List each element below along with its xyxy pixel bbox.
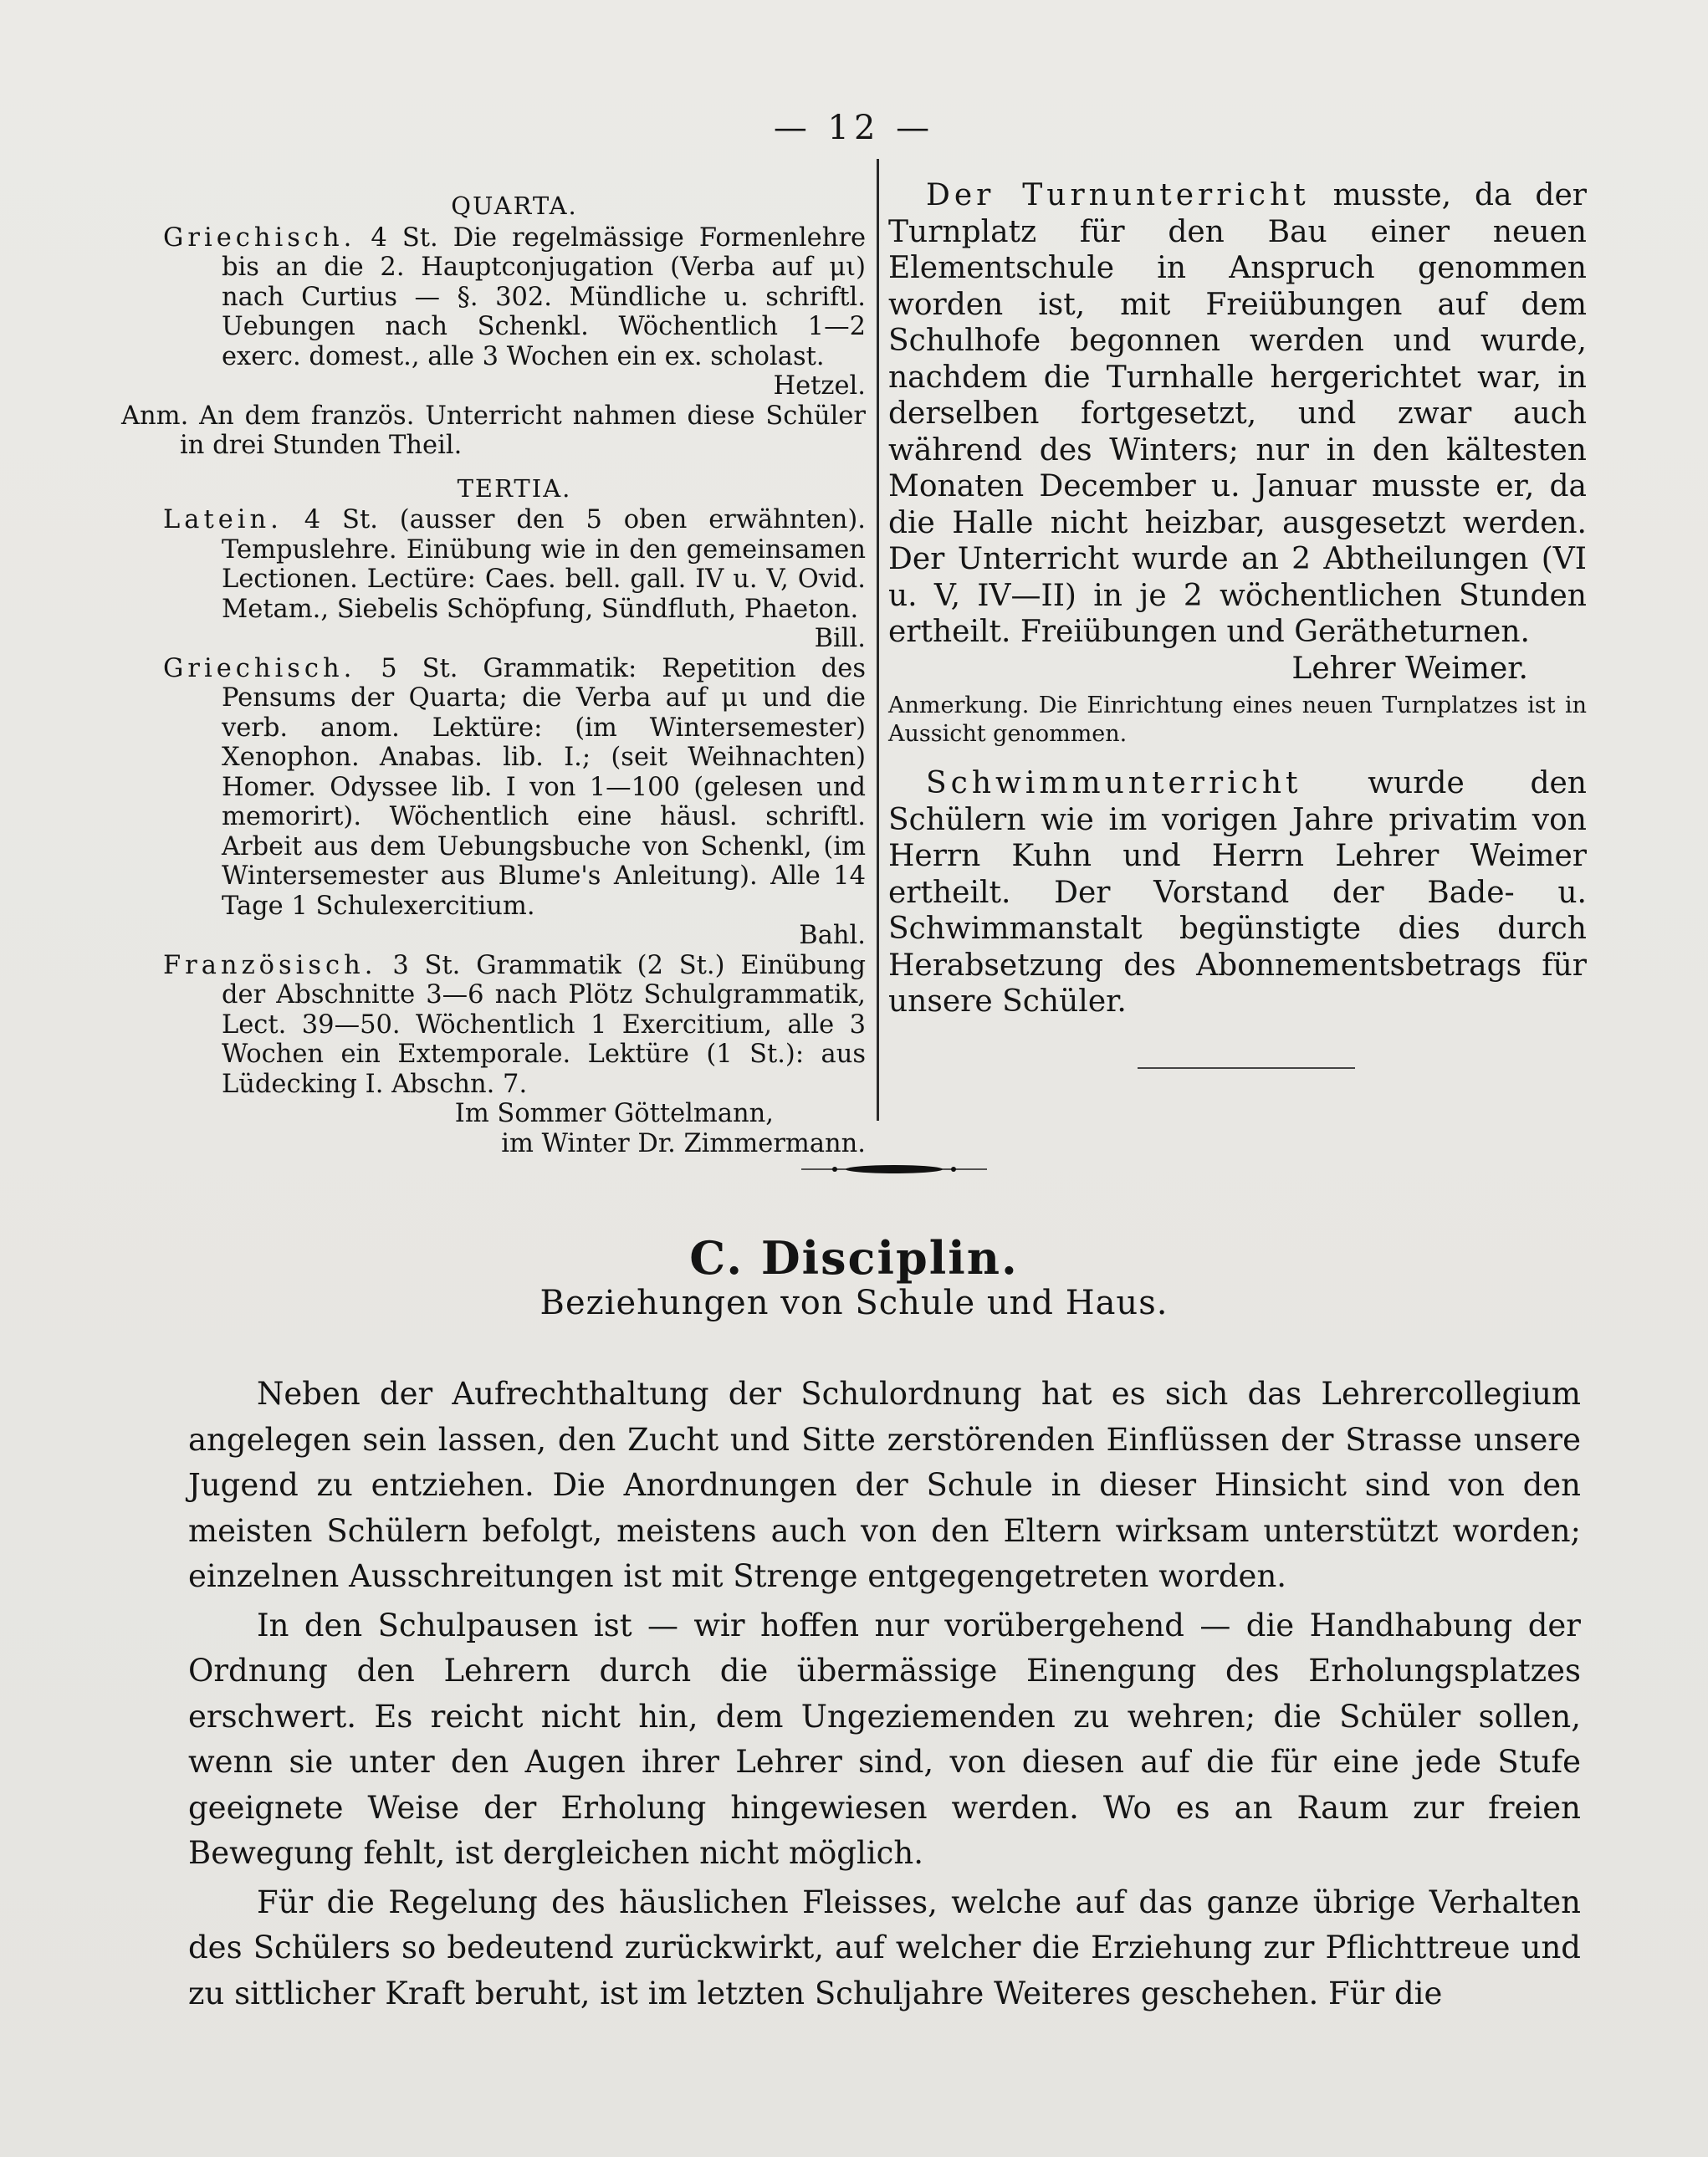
subject-label: Griechisch. bbox=[163, 222, 356, 253]
anmerkung-note bbox=[888, 692, 1587, 749]
teacher-name: im Winter Dr. Zimmermann. bbox=[501, 1128, 866, 1158]
quarta-note: Anm. An dem französ. Unterricht nahmen diese Schüler in drei Stunden Theil. bbox=[121, 401, 866, 460]
section-subtitle: Beziehungen von Schule und Haus. bbox=[540, 1284, 1168, 1322]
note-text: Die Einrichtung eines neuen Turnplatzes ist in Aussicht genommen. bbox=[888, 693, 1587, 747]
paragraph-text: musste, da der Turnplatz für den Bau einer neuen Elementschule in Anspruch genommen worden ist, mit Freiübungen auf dem Schulhofe begonnen werden und wurde, nachdem die Turnhalle hergerichtet war, in derselben fortgesetzt, und zwar auch während des Winters; nur in den kältesten Monaten December u. Januar musste er, da die Halle nicht heizbar, ausgesetzt werden. Der Unterricht wurde an 2 Abtheilungen (VI u. V, IV—II) in je 2 wöchentlichen Stunden ertheilt. Freiübungen und Gerätheturnen. bbox=[888, 178, 1587, 649]
subject-label: Griechisch. bbox=[163, 653, 356, 683]
body-paragraph: Für die Regelung des häuslichen Fleisses, welche auf das ganze übrige Verhalten des Schülers so bedeutend zurückwirkt, auf welcher die Erziehung zur Pflichttreue und zu sittlicher Kraft beruht, ist im letzten Schuljahre Weiteres geschehen. Für die bbox=[188, 1884, 1581, 2011]
note-label: Anmerkung. bbox=[888, 693, 1030, 718]
heading-quarta: QUARTA. bbox=[451, 192, 578, 220]
tertia-griechisch-entry bbox=[163, 654, 866, 951]
paragraph-lead: Schwimmunterricht bbox=[926, 766, 1302, 800]
quarta-griechisch-entry bbox=[163, 223, 866, 401]
page-number: — 12 — bbox=[773, 109, 935, 147]
heading-tertia: TERTIA. bbox=[457, 473, 572, 503]
section-end-rule bbox=[1138, 1067, 1355, 1069]
teacher-name: Hetzel. bbox=[773, 371, 866, 401]
tertia-franzoesisch-entry bbox=[163, 951, 866, 1159]
ornament-divider bbox=[801, 1164, 987, 1174]
schwimmunterricht-paragraph bbox=[888, 765, 1587, 1020]
body-paragraph: In den Schulpausen ist — wir hoffen nur vorübergehend — die Handhabung der Ordnung den Lehrern durch die übermässige Einengung des Erholungsplatzes erschwert. Es reicht nicht hin, dem Ungeziemenden zu wehren; die Schüler sollen, wenn sie unter den Augen ihrer Lehrer sind, von diesen auf die für eine jede Stufe geeignete Weise der Erholung hingewiesen werden. Wo es an Raum zur freien Bewegung fehlt, ist dergleichen nicht möglich. bbox=[188, 1607, 1581, 1871]
right-column bbox=[888, 177, 1587, 1020]
tertia-latein-entry bbox=[163, 505, 866, 654]
teacher-name: Bahl. bbox=[799, 921, 866, 950]
teacher-name: Bill. bbox=[814, 624, 866, 653]
section-title: C. Disciplin. bbox=[689, 1231, 1019, 1285]
subject-label: Französisch. bbox=[163, 950, 377, 980]
left-column bbox=[121, 188, 866, 1158]
teacher-name: Im Sommer Göttelmann, bbox=[454, 1099, 774, 1128]
paragraph-lead: Der Turnunterricht bbox=[926, 178, 1310, 212]
paragraph-text: wurde den Schülern wie im vorigen Jahre privatim von Herrn Kuhn und Herrn Lehrer Weimer ertheilt. Der Vorstand der Bade- u. Schwimmanstalt begünstigte dies durch Herabsetzung des Abonnementsbetrags für unsere Schüler. bbox=[888, 766, 1587, 1019]
turnunterricht-paragraph bbox=[888, 177, 1587, 651]
entry-text: 4 St. (ausser den 5 oben erwähnten). Tempuslehre. Einübung wie in den gemeinsamen Lectionen. Lectüre: Caes. bell. gall. IV u. V, Ovid. Metam., Siebelis Schöpfung, Sündfluth, Phaeton. bbox=[222, 505, 866, 624]
column-divider bbox=[877, 159, 879, 1121]
subject-label: Latein. bbox=[163, 505, 283, 534]
entry-text: 4 St. Die regelmässige Formenlehre bis an die 2. Hauptconjugation (Verba auf μι) nach Curtius — §. 302. Mündliche u. schriftl. Uebungen nach Schenkl. Wöchentlich 1—2 exerc. domest., alle 3 Wochen ein ex. scholast. bbox=[222, 222, 866, 371]
entry-text: 3 St. Grammatik (2 St.) Einübung der Abschnitte 3—6 nach Plötz Schulgrammatik, Lect. 39—50. Wöchentlich 1 Exercitium, alle 3 Wochen ein Extemporale. Lektüre (1 St.): aus Lüdecking I. Abschn. 7. bbox=[222, 950, 866, 1099]
body-paragraph: Neben der Aufrechthaltung der Schulordnung hat es sich das Lehrercollegium angelegen sein lassen, den Zucht und Sitte zerstörenden Einflüssen der Strasse unsere Jugend zu entziehen. Die Anordnungen der Schule in dieser Hinsicht sind von den meisten Schülern befolgt, meistens auch von den Eltern wirksam unterstützt worden; einzelnen Ausschreitungen ist mit Strenge entgegengetreten worden. bbox=[188, 1376, 1581, 1594]
teacher-name: Lehrer Weimer. bbox=[1291, 651, 1528, 686]
body-text bbox=[188, 1372, 1581, 2016]
entry-text: 5 St. Grammatik: Repetition des Pensums der Quarta; die Verba auf μι und die verb. anom. Lektüre: (im Wintersemester) Xenophon. Anabas. lib. I.; (seit Weihnachten) Homer. Odyssee lib. I von 1—100 (gelesen und memorirt). Wöchentlich eine häusl. schriftl. Arbeit aus dem Uebungsbuche von Schenkl, (im Wintersemester aus Blume's Anleitung). Alle 14 Tage 1 Schulexercitium. bbox=[222, 653, 866, 921]
